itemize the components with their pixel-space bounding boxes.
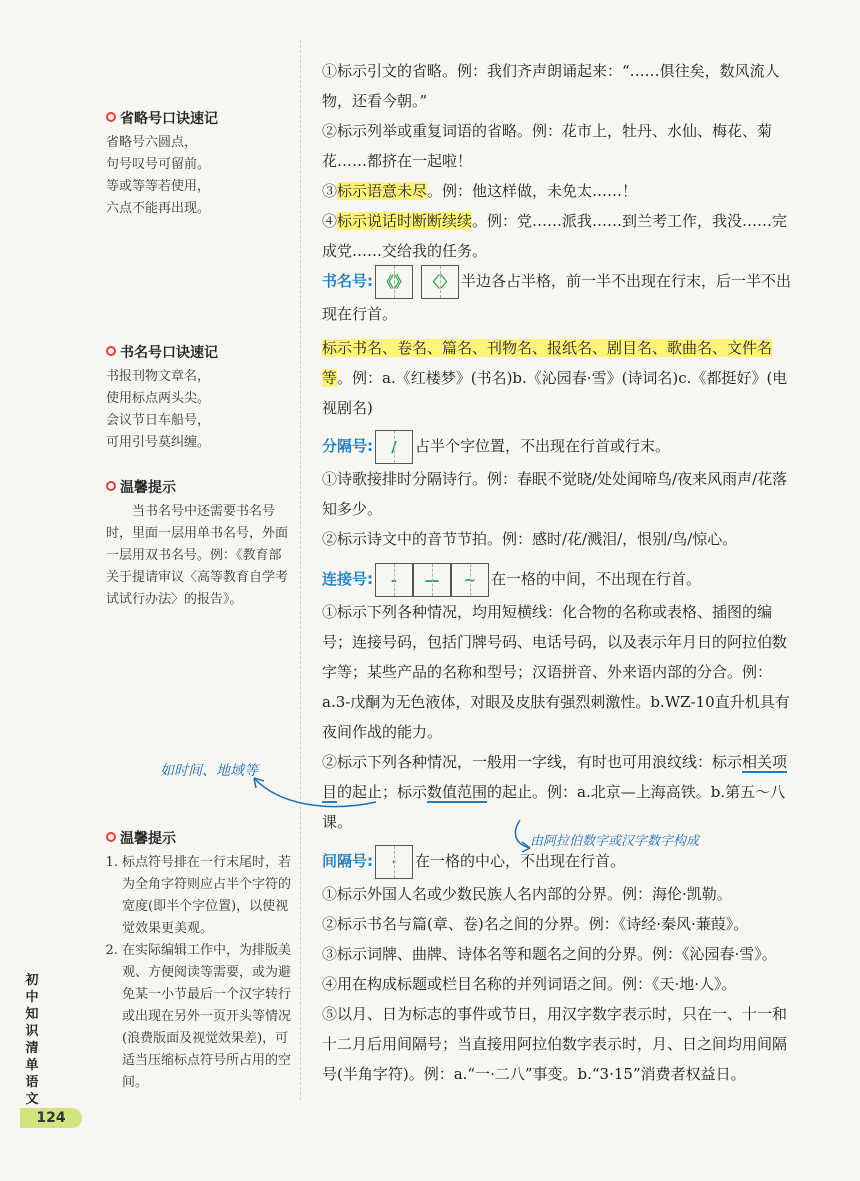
- handwritten-note: 由阿拉伯数字或汉字数字构成: [530, 834, 700, 849]
- entry: ②标示诗文中的音节节拍。例：感时/花/溅泪/，恨别/鸟/惊心。: [322, 530, 738, 548]
- entry: ①诗歌接排时分隔诗行。例：春眠不觉晓/处处闻啼鸟/夜来风雨声/花落知多少。: [322, 470, 788, 518]
- column-divider: [300, 40, 302, 1100]
- entry: ②标示书名与篇(章、卷)名之间的分界。例：《诗经·秦风·蒹葭》。: [322, 915, 749, 933]
- entry: 连接号: - — ~ 在一格的中间，不出现在行首。: [322, 563, 792, 597]
- sidenote-book-title-mark: [106, 342, 296, 454]
- glyph-grid: [375, 563, 489, 597]
- sidenote-line: 会议节日车船号，: [106, 413, 211, 428]
- bullet-icon: [106, 832, 116, 842]
- glyph-cell: /: [375, 430, 413, 464]
- sidenote-line: 省略号六圆点，: [106, 135, 198, 150]
- sidenote-title: 书名号口诀速记: [106, 342, 296, 364]
- glyph-cell: ~: [451, 563, 489, 597]
- sidenote-title: 温馨提示: [106, 477, 290, 499]
- section-heading: 分隔号:: [322, 437, 373, 455]
- annotation-arrow-icon: [500, 818, 540, 858]
- sidenote-line: 六点不能再出现。: [106, 201, 211, 216]
- section-ellipsis: [322, 56, 792, 266]
- sidenote-line: 句号叹号可留前。: [106, 157, 211, 172]
- sidenote-item: 1. 标点符号排在一行末尾时，若为全角字符则应占半个字符的宽度(即半个字位置)，以使视觉效果更美观。: [122, 852, 292, 940]
- underlined-term: 数值范围: [427, 783, 488, 801]
- glyph-cell: 〈〉: [421, 265, 459, 299]
- highlight: 标示书名、卷名、篇名、刊物名、报纸名、剧目名、歌曲名、文件名等: [322, 339, 773, 387]
- glyph-grid: [375, 430, 413, 464]
- sidenote-tip-1: [106, 477, 290, 611]
- entry: ③标示语意未尽。例：他这样做，未免太……！: [322, 182, 638, 200]
- book-title: 初中知识清单 语文: [25, 973, 39, 1107]
- sidenote-line: 可用引号莫纠缠。: [106, 435, 211, 450]
- section-separator-mark: [322, 430, 792, 554]
- entry: ②标示下列各种情况，一般用一字线，有时也可用浪纹线：标示相关项目的起止；标示数值范围的起止。例：a.北京—上海高铁。b.第五～八课。: [322, 753, 788, 831]
- bullet-icon: [106, 481, 116, 491]
- sidenote-item: 2. 在实际编辑工作中，为排版美观、方便阅读等需要，或为避免某一小节最后一个汉字转行或出现在另外一页开头等情况(浪费版面及视觉效果差)，可适当压缩标点符号所占用的空间。: [122, 940, 292, 1094]
- sidenote-line: 等或等等若使用，: [106, 179, 211, 194]
- annotation-arrow-icon: [240, 772, 380, 812]
- bullet-icon: [106, 346, 116, 356]
- sidenote-line: 使用标点两头尖。: [106, 391, 211, 406]
- entry: 分隔号: / 占半个字位置，不出现在行首或行末。: [322, 430, 792, 464]
- entry: ①标示引文的省略。例：我们齐声朗诵起来：“……俱往矣，数风流人物，还看今朝。”: [322, 62, 780, 110]
- entry: 间隔号: · 在一格的中心，不出现在行首。: [322, 845, 792, 879]
- sidenote-ellipsis: [106, 108, 296, 220]
- highlight: 标示语意未尽: [337, 182, 428, 200]
- section-heading: 间隔号:: [322, 852, 373, 870]
- entry: ②标示列举或重复词语的省略。例：花市上，牡丹、水仙、梅花、菊花……都挤在一起啦！: [322, 122, 773, 170]
- entry: ④标示说话时断断续续。例：党……派我……到兰考工作，我没……完成党……交给我的任务。: [322, 212, 788, 260]
- glyph-cell: ·: [375, 845, 413, 879]
- sidenote-line: 书报刊物文章名，: [106, 369, 211, 384]
- sidenote-tip-2: [106, 828, 292, 1094]
- section-heading: 书名号:: [322, 272, 373, 290]
- sidenote-title: 温馨提示: [106, 828, 292, 850]
- entry: ④用在构成标题或栏目名称的并列词语之间。例：《天·地·人》。: [322, 975, 737, 993]
- entry: 书名号: 《》 〈〉 半边各占半格，前一半不出现在行末，后一半不出现在行首。: [322, 265, 792, 329]
- highlight: 标示说话时断断续续: [337, 212, 473, 230]
- section-book-title-mark: [322, 265, 792, 423]
- entry: ③标示词牌、曲牌、诗体名等和题名之间的分界。例：《沁园春·雪》。: [322, 945, 777, 963]
- entry: ①标示下列各种情况，均用短横线：化合物的名称或表格、插图的编号；连接号码，包括门牌号码、电话号码，以及表示年月日的阿拉伯数字等；某些产品的名称和型号；汉语拼音、外来语内部的分合。例：a.3-戊酮为无色液体，对眼及皮肤有强烈刺激性。b.WZ-10直升机具有夜间作战的能力。: [322, 603, 790, 741]
- section-interpunct-mark: [322, 845, 792, 1089]
- glyph-cell: —: [413, 563, 451, 597]
- bullet-icon: [106, 112, 116, 122]
- section-heading: 连接号:: [322, 570, 373, 588]
- handwritten-note: 如时间、地域等: [160, 763, 258, 779]
- entry: ①标示外国人名或少数民族人名内部的分界。例：海伦·凯勒。: [322, 885, 732, 903]
- sidenote-text: 当书名号中还需要书名号时，里面一层用单书名号，外面一层用双书名号。例：《教育部关于提请审议〈高等教育自学考试试行办法〉的报告》。: [106, 504, 289, 607]
- underlined-term: 相关项目: [322, 753, 788, 801]
- glyph-grid: [375, 265, 459, 299]
- glyph-cell: -: [375, 563, 413, 597]
- glyph-grid: [375, 845, 413, 879]
- glyph-cell: 《》: [375, 265, 413, 299]
- sidenote-title: 省略号口诀速记: [106, 108, 296, 130]
- section-connector-mark: [322, 563, 792, 837]
- entry: 标示书名、卷名、篇名、刊物名、报纸名、剧目名、歌曲名、文件名等。例：a.《红楼梦》(书名)b.《沁园春·雪》(诗词名)c.《都挺好》(电视剧名): [322, 339, 788, 417]
- page-number: 124: [20, 1108, 82, 1128]
- entry: ⑤以月、日为标志的事件或节日，用汉字数字表示时，只在一、十一和十二月后用间隔号；当直接用阿拉伯数字表示时，月、日之间均用间隔号(半角字符)。例：a.“一·二八”事变。b.“3·15”消费者权益日。: [322, 1005, 788, 1083]
